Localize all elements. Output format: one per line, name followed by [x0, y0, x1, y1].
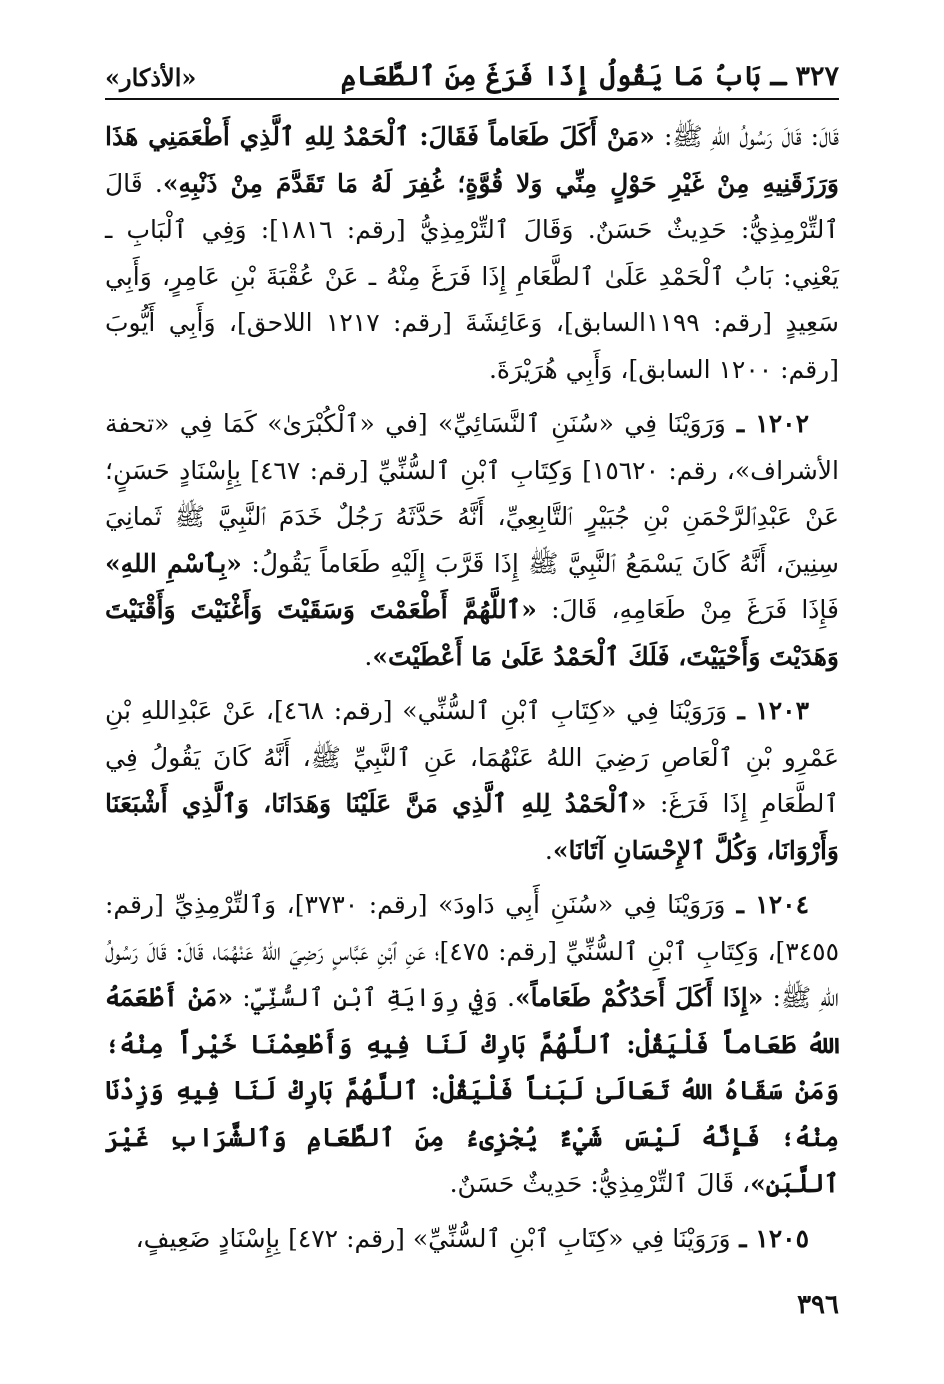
body-text: قَالَ: قَالَ رَسُولُ اللهِ ﷺ:: [654, 122, 839, 151]
emphasized-text: «مَنْ أَطْعَمَهُ اللهُ طَعَاماً فَلْيَقُلْ: ٱللَّهُمَّ بَارِكْ لَنَا فِيهِ وَأَطْعِمْنَا خَيْراً مِنْهُ؛ وَمَنْ سَقَاهُ اللهُ تَعَالَىٰ لَبَناً فَلْيَقُلْ: ٱللَّهُمَّ بَارِكْ لَنَا فِيهِ وَزِدْنَا مِنْهُ؛ فَإِنَّهُ لَيْسَ شَيْءٌ يُجْزِىءُ مِنَ ٱلطَّعَامِ وَٱلشَّرَابِ غَيْرَ ٱللَّبَنِ»: [105, 983, 839, 1198]
emphasized-text: «بِٱسْمِ اللهِ»: [105, 548, 242, 578]
body-text: . قَالَ ٱلتِّرْمِذِيُّ: حَدِيثٌ حَسَنٌ. وَقَالَ ٱلتِّرْمِذِيُّ [رقم: ١٨١٦]: وَفِي ٱلْبَابِ ـ يَعْنِي: بَابُ ٱلْحَمْدِ عَلَىٰ ٱلطَّعَامِ إِذَا فَرَغَ مِنْهُ ـ عَنْ عُقْبَةَ بْنِ عَامِرٍ، وَأَبِي سَعِيدٍ [رقم: ١١٩٩السابق]، وَعَائِشَةَ [رقم: ١٢١٧ اللاحق]، وَأَبِي أَيُّوبَ [رقم: ١٢٠٠ السابق]، وَأَبِي هُرَيْرَةَ.: [105, 168, 840, 384]
body-text: وَرَوَيْنَا فِي «سُنَنِ ٱلنَّسَائِيِّ» [في «ٱلْكُبْرَىٰ» كَمَا فِي «تحفة الأشراف»، رقم: ١٥٦٢٠] وَكِتَابِ ٱبْنِ ٱلسُّنِّيِّ [رقم: ٤٦٧] بِإِسْنَادٍ حَسَنٍ؛ عَنْ عَبْدِٱلرَّحْمَنِ بْنِ جُبَيْرٍ ٱلتَّابِعِيِّ، أَنَّهُ حَدَّثَهُ رَجُلٌ خَدَمَ ٱلنَّبِيَّ ﷺ ثَمانِيَ سِنِينَ، أَنَّهُ كَانَ يَسْمَعُ ٱلنَّبِيَّ ﷺ إِذَا قَرَّبَ إِلَيْهِ طَعَاماً يَقُولُ:: [105, 409, 840, 578]
chapter-title: ٣٢٧ ـ بَابُ مَا يَقُولُ إِذَا فَرَغَ مِنَ ٱلطَّعَامِ: [340, 61, 839, 92]
body-text: ، قَالَ ٱلتِّرْمِذِيُّ: حَدِيثٌ حَسَنٌ.: [449, 1169, 751, 1198]
paragraph: [105, 882, 839, 1208]
emphasized-text: «ٱلْحَمْدُ لِلهِ ٱلَّذِي مَنَّ عَلَيْنَا وَهَدَانَا، وَٱلَّذِي أَشْبَعَنَا وَأَرْوَانَا، وَكُلَّ ٱلإِحْسَانِ آتَانَا»: [105, 789, 839, 865]
body-text: .: [364, 641, 373, 671]
paragraph: [105, 688, 839, 874]
emphasized-text: «مَنْ أَكَلَ طَعَاماً فَقَالَ: ٱلْحَمْدُ لِلهِ ٱلَّذِي أَطْعَمَنِي هَذَا وَرَزَقَنِيهِ مِنْ غَيْرِ حَوْلٍ مِنِّي وَلا قُوَّةٍ؛ غُفِرَ لَهُ مَا تَقَدَّمَ مِنْ ذَنْبِهِ»: [105, 122, 839, 198]
emphasized-text: «ٱللَّهُمَّ أَطْعَمْتَ وَسَقَيْتَ وَأَغْنَيْتَ وَأَقْنَيْتَ وَهَدَيْتَ وَأَحْيَيْتَ، فَلَكَ ٱلْحَمْدُ عَلَىٰ مَا أَعْطَيْتَ»: [105, 595, 839, 671]
paragraph: [105, 401, 839, 680]
emphasized-text: ١٢٠٥ ـ: [730, 1223, 809, 1253]
page-header: [105, 50, 839, 100]
book-title: «الأذكار»: [105, 63, 197, 92]
emphasized-text: «إِذَا أَكَلَ أَحَدُكُمْ طَعَاماً»: [514, 983, 764, 1012]
page-body: [105, 114, 839, 1270]
paragraph: [105, 114, 839, 393]
page-number: ٣٩٦: [797, 1290, 839, 1320]
body-text: . وَفِي رِوَايَةِ ٱبْنِ ٱلسُّنِّيِّ:: [233, 983, 515, 1012]
emphasized-text: ١٢٠٤ ـ: [725, 890, 810, 919]
body-text: وَرَوَيْنَا فِي «سُنَنِ أَبِي دَاودَ» [رقم: ٣٧٣٠]، وَٱلتِّرْمِذِيِّ [رقم: ٣٤٥٥]، وَكِتَابِ ٱبْنِ ٱلسُّنِّيِّ [رقم: ٤٧٥]؛ عَنِ ٱبْنِ عَبَّاسٍ رَضِيَ اللهُ عَنْهُمَا، قَالَ: قَالَ رَسُولُ اللهِ ﷺ:: [105, 890, 839, 1012]
emphasized-text: ١٢٠٣ ـ: [727, 696, 809, 725]
body-text: .: [544, 835, 553, 865]
body-text: وَرَوَيْنَا فِي «كِتَابِ ٱبْنِ ٱلسُّنِّي» [رقم: ٤٦٨]، عَنْ عَبْدِاللهِ بْنِ عَمْرِو بْنِ ٱلْعَاصِ رَضِيَ اللهُ عَنْهُمَا، عَنِ ٱلنَّبِيِّ ﷺ، أَنَّهُ كَانَ يَقُولُ فِي ٱلطَّعَامِ إِذَا فَرَغَ:: [105, 696, 839, 818]
body-text: فَإِذَا فَرَغَ مِنْ طَعَامِهِ، قَالَ:: [536, 595, 839, 624]
body-text: وَرَوَيْنَا فِي «كِتَابِ ٱبْنِ ٱلسُّنِّيِّ» [رقم: ٤٧٢] بِإِسْنَادٍ ضَعِيفٍ،: [135, 1223, 731, 1253]
emphasized-text: ١٢٠٢ ـ: [725, 409, 809, 438]
paragraph: [105, 1216, 839, 1263]
